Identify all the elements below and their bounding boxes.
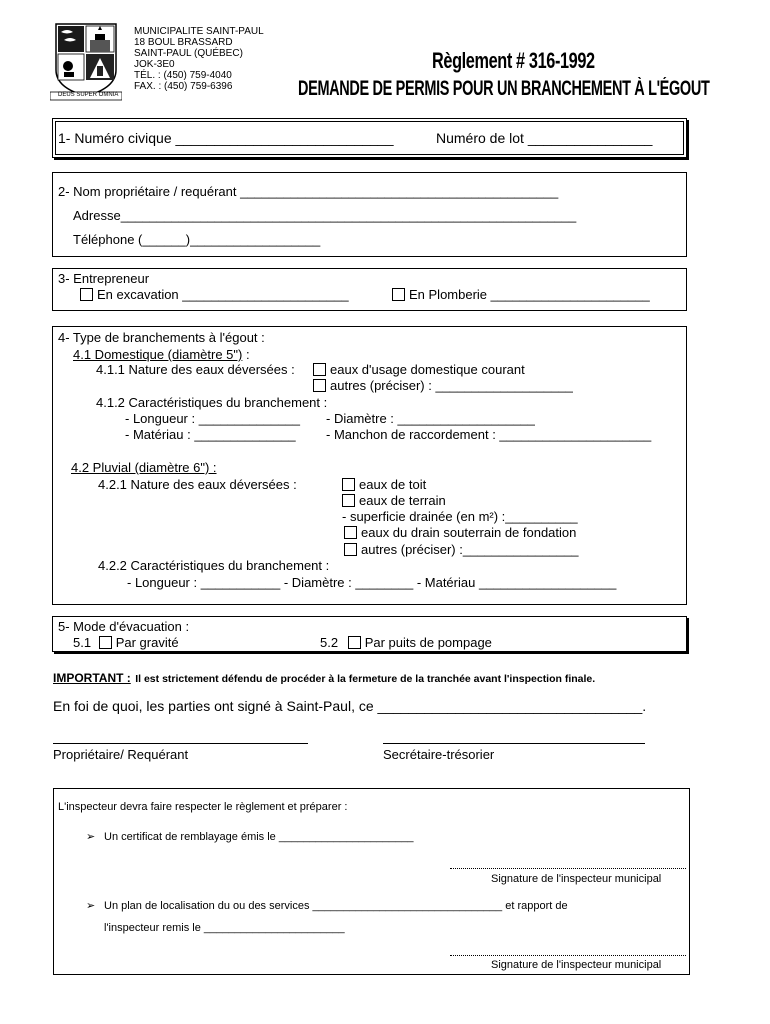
excavation-option[interactable] — [80, 287, 349, 302]
inspecteur-signature-line-2[interactable] — [450, 955, 686, 956]
nature-eaux-411-label: 4.1.1 Nature des eaux déversées : — [96, 362, 295, 377]
longueur-412-field[interactable]: - Longueur : ______________ — [125, 411, 300, 426]
entrepreneur-title: 3- Entrepreneur — [58, 271, 150, 286]
gravite-number: 5.1 — [73, 635, 92, 650]
numero-civique-field[interactable]: 1- Numéro civique ____________________________ — [58, 130, 394, 146]
pluvial-title: 4.2 Pluvial (diamètre 6") : — [71, 460, 217, 475]
pompage-option[interactable] — [320, 635, 492, 650]
telephone-field[interactable]: Téléphone (______)__________________ — [73, 232, 321, 247]
numero-lot-field[interactable]: Numéro de lot ________________ — [436, 130, 653, 146]
excavation-checkbox[interactable] — [80, 288, 93, 301]
autres-421-checkbox[interactable] — [344, 543, 357, 556]
inspecteur-signature-line-1[interactable] — [450, 868, 686, 869]
certificat-remblayage-text: Un certificat de remblayage émis le ______________________ — [104, 831, 414, 843]
eaux-terrain-label: eaux de terrain — [359, 493, 446, 508]
inspecteur-signature-label-2: Signature de l'inspecteur municipal — [491, 959, 662, 971]
reglement-number: Règlement # 316-1992 — [432, 48, 595, 73]
certificat-remblayage-item[interactable] — [86, 831, 413, 844]
important-notice — [53, 669, 595, 687]
caracteristiques-412-label: 4.1.2 Caractéristiques du branchement : — [96, 395, 328, 410]
nom-proprietaire-field[interactable]: 2- Nom propriétaire / requérant ____________________________________________ — [58, 184, 559, 199]
plan-localisation-text: Un plan de localisation du ou des services _______________________________ et rapport de — [104, 900, 568, 912]
superficie-field[interactable]: - superficie drainée (en m²) :__________ — [342, 509, 578, 524]
org-line: MUNICIPALITE SAINT-PAUL — [134, 26, 264, 37]
signature-line-secretaire[interactable] — [383, 743, 645, 744]
org-line: TÉL. : (450) 759-4040 — [134, 70, 232, 81]
inspecteur-intro: L'inspecteur devra faire respecter le règlement et préparer : — [58, 801, 348, 813]
eaux-drain-label: eaux du drain souterrain de fondation — [361, 525, 577, 540]
proprietaire-label: Propriétaire/ Requérant — [53, 747, 189, 762]
eaux-domestique-option[interactable] — [313, 362, 525, 377]
plomberie-option[interactable] — [392, 287, 650, 302]
org-line: 18 BOUL BRASSARD — [134, 37, 233, 48]
pompage-label: Par puits de pompage — [364, 635, 492, 650]
org-line: JOK-3E0 — [134, 59, 175, 70]
autres-411-checkbox[interactable] — [313, 379, 326, 392]
caracteristiques-422-label: 4.2.2 Caractéristiques du branchement : — [98, 558, 330, 573]
important-text: Il est strictement défendu de procéder à la fermeture de la tranchée avant l'inspection finale. — [135, 673, 596, 685]
signature-line-proprietaire[interactable] — [53, 743, 308, 744]
arrow-bullet-icon: ➢ — [86, 900, 96, 912]
eaux-terrain-option[interactable] — [342, 493, 446, 508]
eaux-drain-option[interactable] — [344, 525, 576, 540]
eaux-toit-label: eaux de toit — [359, 477, 427, 492]
eaux-toit-checkbox[interactable] — [342, 478, 355, 491]
important-label: IMPORTANT : — [53, 671, 131, 685]
inspecteur-signature-label-1: Signature de l'inspecteur municipal — [491, 873, 662, 885]
document-title: DEMANDE DE PERMIS POUR UN BRANCHEMENT À L'ÉGOUT — [298, 77, 710, 100]
nature-eaux-421-label: 4.2.1 Nature des eaux déversées : — [98, 477, 297, 492]
org-address — [134, 26, 264, 92]
plomberie-label: En Plomberie ______________________ — [409, 287, 650, 302]
eaux-domestique-label: eaux d'usage domestique courant — [330, 362, 525, 377]
en-foi-de-quoi[interactable]: En foi de quoi, les parties ont signé à Saint-Paul, ce __________________________________. — [53, 698, 647, 714]
eaux-terrain-checkbox[interactable] — [342, 494, 355, 507]
domestique-title: 4.1 Domestique (diamètre 5") — [73, 347, 243, 362]
logo-motto: DEUS SUPER OMNIA — [58, 92, 119, 98]
autres-421-label: autres (préciser) :________________ — [361, 542, 579, 557]
pompage-number: 5.2 — [320, 635, 339, 650]
domestique-heading — [73, 347, 250, 362]
excavation-label: En excavation _______________________ — [97, 287, 349, 302]
domestique-colon: : — [242, 347, 250, 362]
eaux-domestique-checkbox[interactable] — [313, 363, 326, 376]
arrow-bullet-icon: ➢ — [86, 831, 96, 843]
type-branchements-title: 4- Type de branchements à l'égout : — [58, 330, 265, 345]
gravite-option[interactable] — [73, 635, 179, 650]
pompage-checkbox[interactable] — [348, 636, 361, 649]
plan-localisation-item[interactable] — [86, 900, 568, 913]
manchon-412-field[interactable]: - Manchon de raccordement : _____________________ — [326, 427, 652, 442]
org-line: SAINT-PAUL (QUÉBEC) — [134, 48, 243, 59]
org-line: FAX. : (450) 759-6396 — [134, 81, 233, 92]
adresse-field[interactable]: Adresse_______________________________________________________________ — [73, 208, 577, 223]
autres-411-option[interactable] — [313, 378, 573, 393]
eaux-drain-checkbox[interactable] — [344, 526, 357, 539]
autres-411-label: autres (préciser) : ___________________ — [330, 378, 573, 393]
rapport-inspecteur-text[interactable]: l'inspecteur remis le _______________________ — [104, 922, 345, 934]
gravite-checkbox[interactable] — [99, 636, 112, 649]
gravite-label: Par gravité — [115, 635, 179, 650]
caracteristiques-422-fields[interactable]: - Longueur : ___________ - Diamètre : ________ - Matériau ___________________ — [127, 575, 617, 590]
diametre-412-field[interactable]: - Diamètre : ___________________ — [326, 411, 535, 426]
autres-421-option[interactable] — [344, 542, 579, 557]
eaux-toit-option[interactable] — [342, 477, 426, 492]
plomberie-checkbox[interactable] — [392, 288, 405, 301]
mode-evacuation-title: 5- Mode d'évacuation : — [58, 619, 190, 634]
secretaire-label: Secrétaire-trésorier — [383, 747, 495, 762]
municipal-logo — [50, 22, 122, 102]
materiau-412-field[interactable]: - Matériau : ______________ — [125, 427, 296, 442]
